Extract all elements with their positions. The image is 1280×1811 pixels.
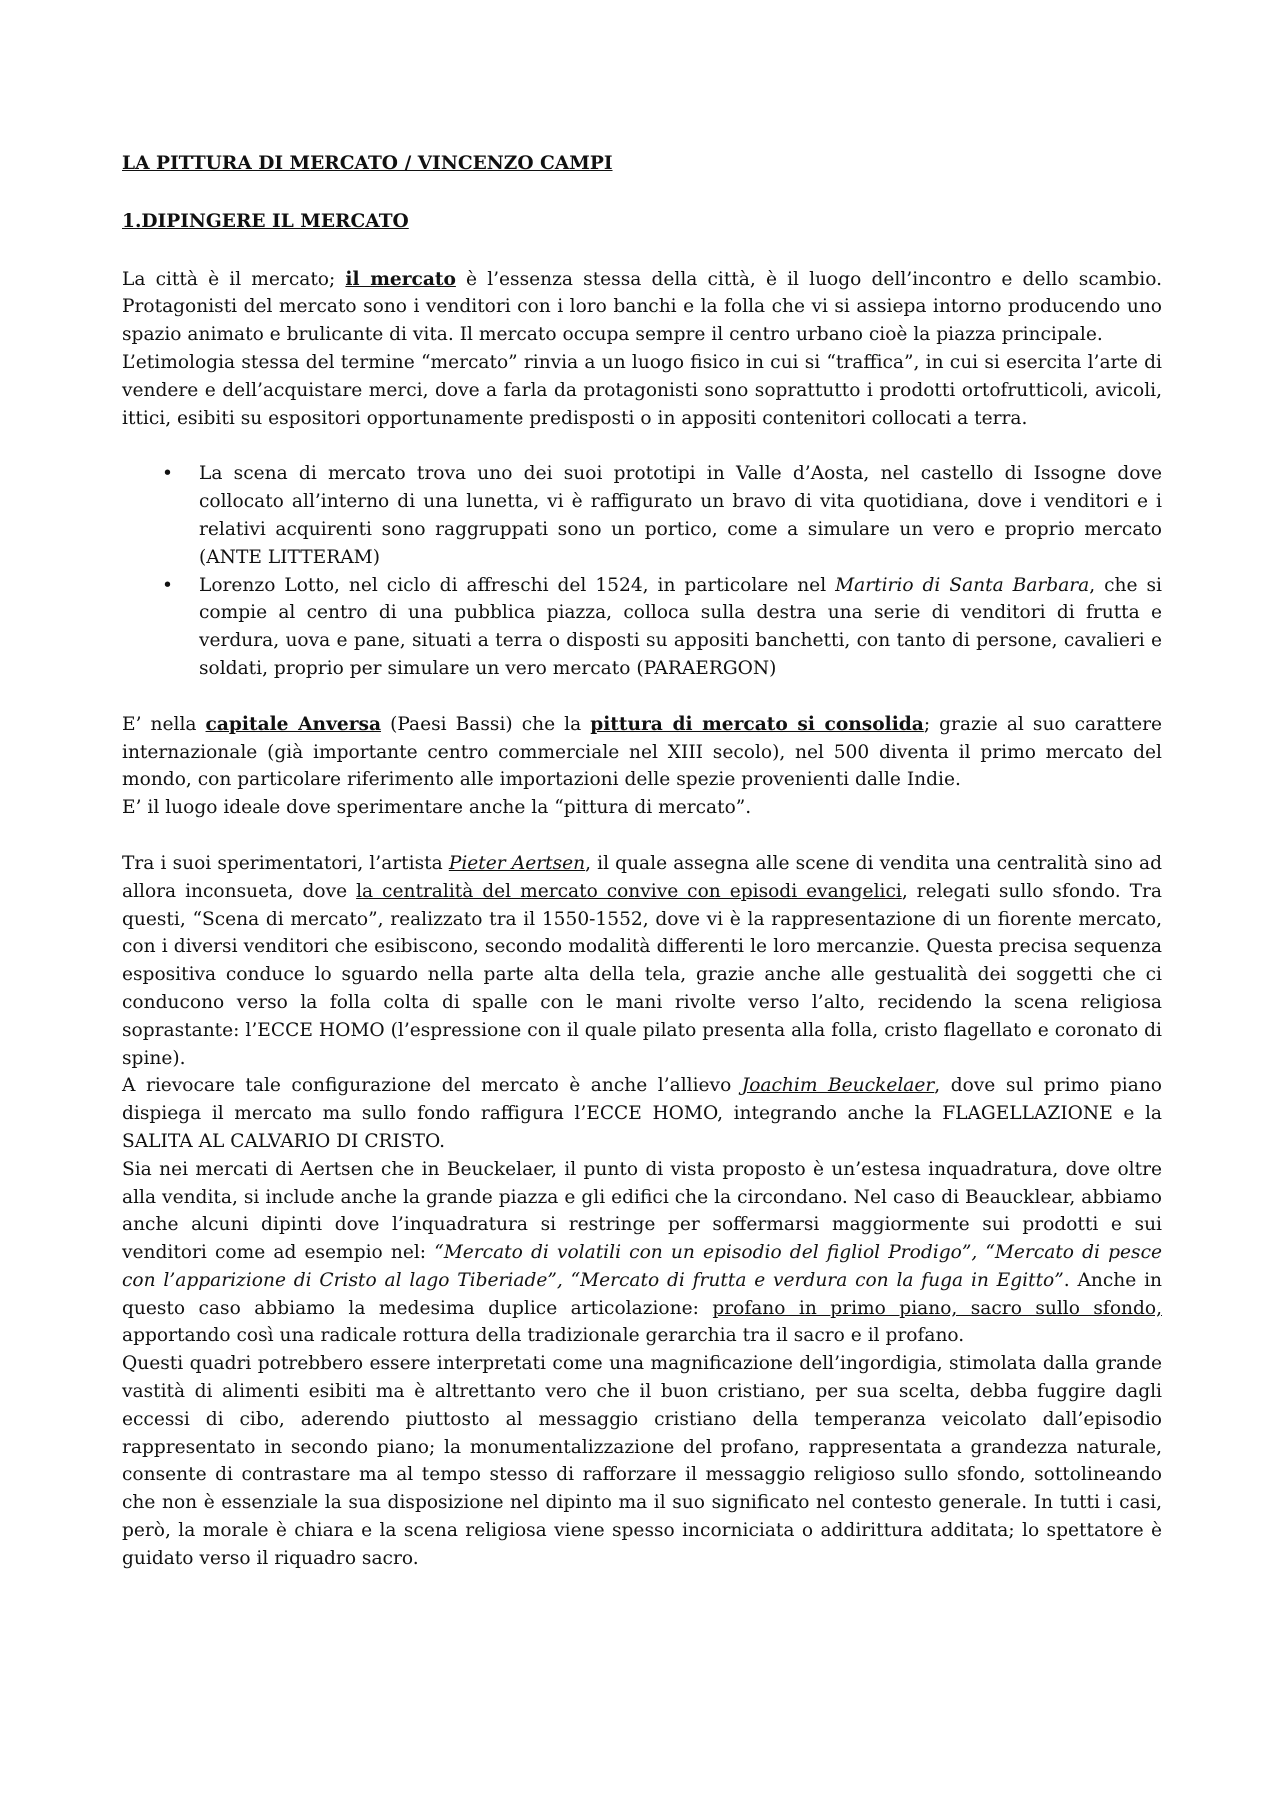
emphasis-pittura-di-mercato: pittura di mercato si consolida	[590, 713, 924, 735]
text-run: è l’essenza stessa della città, è il luogo dell’incontro e dello scambio. Protagonisti del mercato sono i venditori con i loro banchi e la folla che vi si assiepa intorno producendo uno spazio animato e brulicante di vita. Il mercato occupa sempre il centro urbano cioè la piazza principale.	[122, 268, 1162, 346]
text-run: La città è il mercato;	[122, 268, 346, 290]
paragraph-etimologia: L’etimologia stessa del termine “mercato” rinvia a un luogo fisico in cui si “traffica”, in cui si esercita l’arte di vendere e dell’acquistare merci, dove a farla da protagonisti sono soprattutto i prodotti ortofrutticoli, avicoli, ittici, esibiti su espositori opportunamente predisposti o in appositi contenitori collocati a terra.	[122, 351, 1162, 429]
text-run: , che si compie al centro di una pubblica piazza, colloca sulla destra una serie di venditori di frutta e verdura, uova e pane, situati a terra o disposti su appositi banchetti, con tanto di persone, cavalieri e soldati, proprio per simulare un vero mercato (PARAERGON)	[199, 574, 1162, 679]
bullet-icon: •	[162, 574, 173, 596]
emphasis-capitale-anversa: capitale Anversa	[205, 713, 382, 735]
text-run: Lorenzo Lotto, nel ciclo di affreschi del 1524, in particolare nel	[199, 574, 836, 596]
text-run: Sia nei mercati di Aertsen che in Beuckelaer, il punto di vista proposto è un’estesa inquadratura, dove oltre alla vendita, si include anche la grande piazza e gli edifici che la circondano. Nel caso di Beaucklear, abbiamo anche alcuni dipinti dove l’inquadratura si restringe per soffermarsi maggiormente sui prodotti e sui venditori come ad esempio nel:	[122, 1158, 1162, 1264]
text-run: (Paesi Bassi) che la	[381, 713, 591, 735]
text-run: E’ nella	[122, 713, 206, 735]
emphasis-il-mercato: il mercato	[345, 268, 456, 290]
text-run: A rievocare tale configurazione del mercato è anche l’allievo	[122, 1075, 742, 1097]
paragraph-beuckelaer	[122, 1072, 1162, 1155]
paragraph-interpretazione: Questi quadri potrebbero essere interpretati come una magnificazione dell’ingordigia, stimolata dalla grande vastità di alimenti esibiti ma è altrettanto vero che il buon cristiano, per sua scelta, debba fuggire dagli eccessi di cibo, aderendo piuttosto al messaggio cristiano della temperanza veicolato dall’episodio rappresentato in secondo piano; la monumentalizzazione del profano, rappresentata a grandezza naturale, consente di contrastare ma al tempo stesso di rafforzare il messaggio religioso sullo sfondo, sottolineando che non è essenziale la sua disposizione nel dipinto ma il suo significato nel contesto generale. In tutti i casi, però, la morale è chiara e la scena religiosa viene spesso incorniciata o addirittura additata; lo spettatore è guidato verso il riquadro sacro.	[122, 1353, 1162, 1569]
list-item	[122, 460, 1162, 571]
spacer	[122, 683, 1162, 711]
text-run: , relegati sullo sfondo. Tra questi, “Scena di mercato”, realizzato tra il 1550-1552, dove vi è la rappresentazione di un fiorente mercato, con i diversi venditori che esibiscono, secondo modalità differenti le loro mercanzie. Questa precisa sequenza espositiva conduce lo sguardo nella parte alta della tela, grazie anche alle gestualità dei soggetti che ci conducono verso la folla colta di spalle con le mani rivolte verso l’alto, recidendo la scena religiosa soprastante: l’ECCE HOMO (l’espressione con il quale pilato presenta alla folla, cristo flagellato e coronato di spine).	[122, 880, 1163, 1069]
text-run: ; grazie al suo carattere internazionale (già importante centro commerciale nel XIII secolo), nel 500 diventa il primo mercato del mondo, con particolare riferimento alle importazioni delle spezie provenienti dalle Indie.	[122, 713, 1162, 791]
paragraph-intro	[122, 266, 1162, 349]
text-run: apportando così una radicale rottura della tradizionale gerarchia tra il sacro e il profano.	[122, 1325, 965, 1347]
text-run: La scena di mercato trova uno dei suoi prototipi in Valle d’Aosta, nel castello di Issogne dove collocato all’interno di una lunetta, vi è raffigurato un bravo di vita quotidiana, dove i venditori e i relativi acquirenti sono raggruppati sono un portico, come a simulare un vero e proprio mercato (ANTE LITTERAM)	[199, 463, 1162, 568]
artist-name-aertsen: Pieter Aertsen	[448, 852, 586, 874]
artwork-titles: “Mercato di volatili con un episodio del figliol Prodigo”, “Mercato di pesce con l’apparizione di Cristo al lago Tiberiade”, “Mercato di frutta e verdura con la fuga in Egitto”	[122, 1242, 1162, 1291]
document-title: LA PITTURA DI MERCATO / VINCENZO CAMPI	[122, 153, 613, 174]
text-run: . Anche in questo caso abbiamo la medesima duplice articolazione:	[122, 1269, 1162, 1319]
bullet-list	[122, 460, 1162, 682]
paragraph-anversa	[122, 711, 1162, 794]
paragraph-luogo-ideale: E’ il luogo ideale dove sperimentare anche la “pittura di mercato”.	[122, 797, 752, 819]
artist-name-beuckelaer: Joachim Beuckelaer	[741, 1075, 935, 1097]
paragraph-aertsen	[122, 850, 1162, 1072]
spacer	[122, 822, 1162, 850]
document-page	[122, 150, 1162, 1573]
paragraph-inquadratura	[122, 1156, 1162, 1351]
bullet-icon: •	[162, 463, 173, 485]
underlined-phrase: la centralità del mercato convive con episodi evangelici	[356, 880, 902, 902]
text-run: Tra i suoi sperimentatori, l’artista	[122, 852, 449, 874]
text-run: , dove sul primo piano dispiega il mercato ma sullo fondo raffigura l’ECCE HOMO, integrando anche la FLAGELLAZIONE e la SALITA AL CALVARIO DI CRISTO.	[122, 1075, 1162, 1152]
spacer	[122, 432, 1162, 460]
underlined-phrase: profano in primo piano, sacro sullo sfondo,	[712, 1297, 1162, 1319]
artwork-title: Martirio di Santa Barbara	[835, 574, 1090, 596]
list-item	[122, 572, 1162, 683]
section-heading: 1.DIPINGERE IL MERCATO	[122, 210, 409, 232]
text-run: , il quale assegna alle scene di vendita una centralità sino ad allora inconsueta, dove	[122, 852, 1162, 902]
